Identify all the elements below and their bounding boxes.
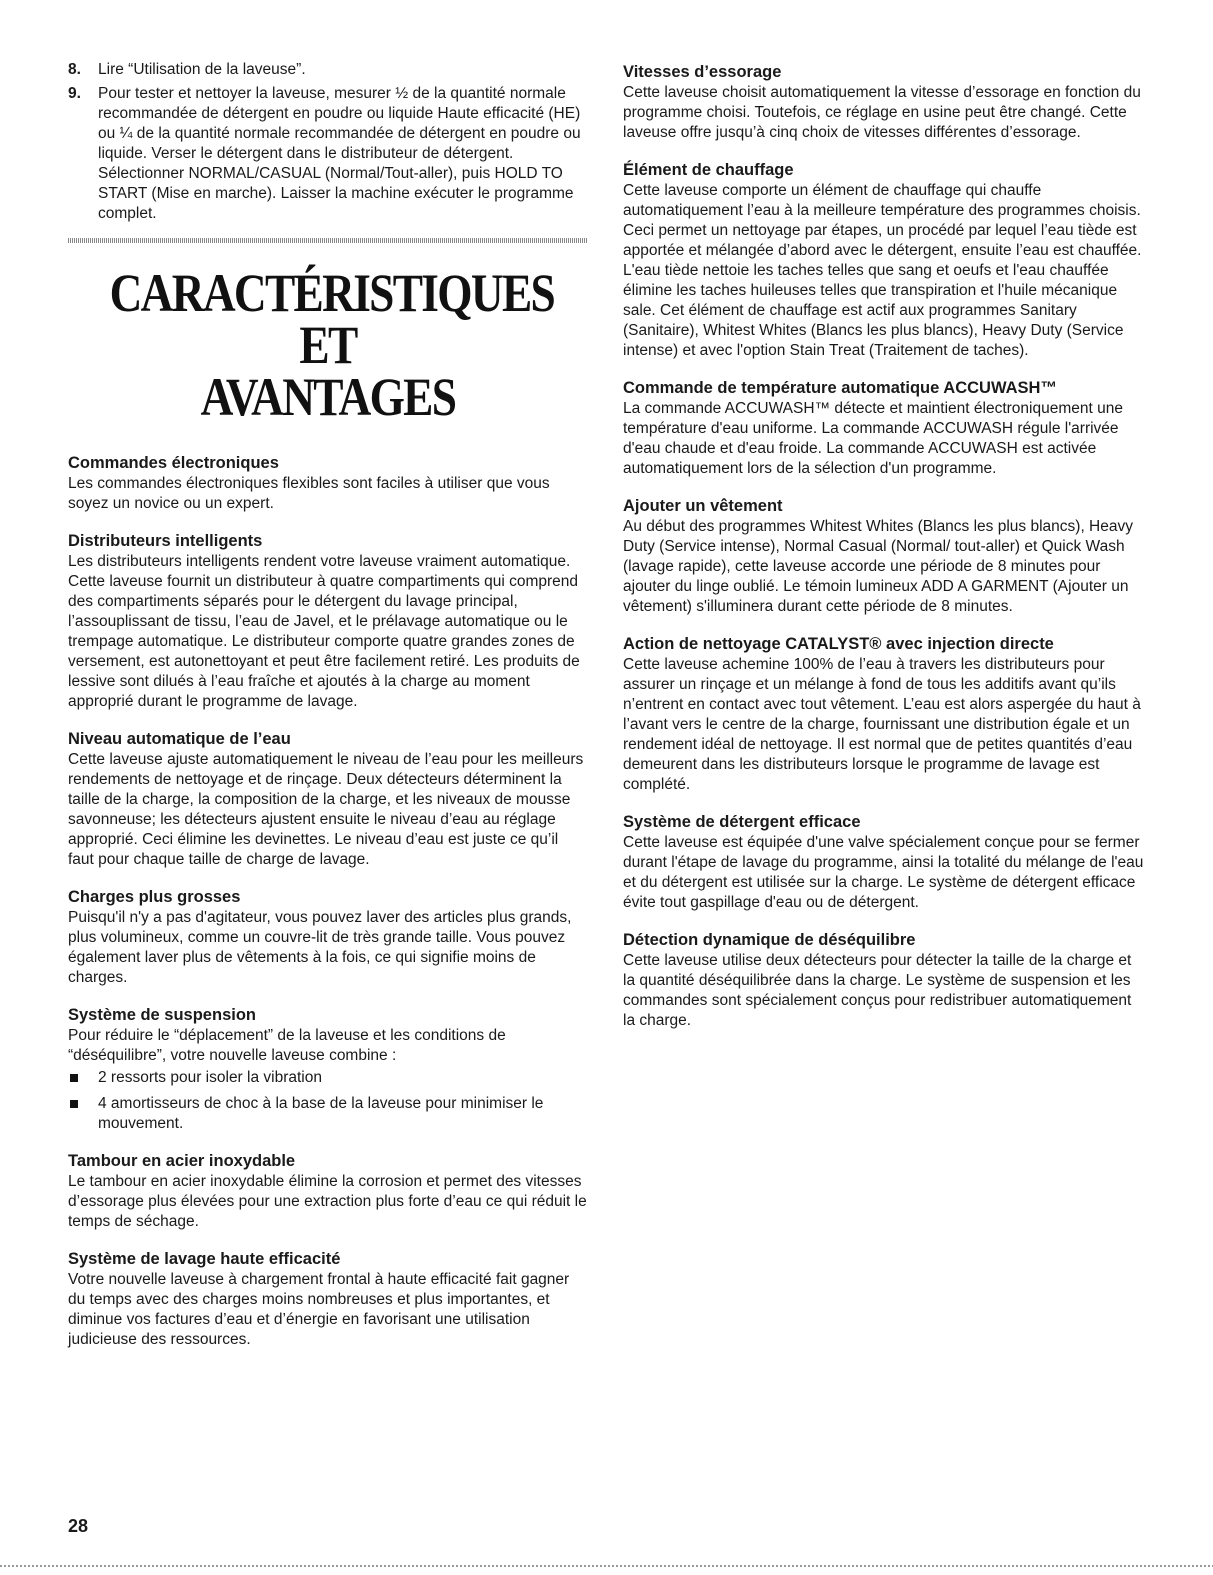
bullet-text: 2 ressorts pour isoler la vibration: [98, 1069, 322, 1086]
section-detergent: [623, 812, 1145, 913]
section-heading: Vitesses d’essorage: [623, 63, 782, 81]
list-item: [68, 1068, 588, 1088]
page-title: [109, 263, 555, 427]
step-item: [68, 84, 588, 224]
bottom-divider: [0, 1565, 1213, 1567]
section-body: Cette laveuse est équipée d'une valve spécialement conçue pour se fermer durant l'étape de lavage du programme, ainsi la totalité du mélange de l'eau et du détergent est utilisée sur la charge. Le système de détergent efficace évite tout gaspillage d'eau ou de détergent.: [623, 834, 1144, 911]
section-lavage-he: [68, 1249, 588, 1350]
section-divider: [68, 238, 588, 243]
section-body: Cette laveuse comporte un élément de chauffage qui chauffe automatiquement l’eau à la meilleure température des programmes choisis. Ceci permet un nettoyage par étapes, un procédé par lequel l’eau tiède est apportée et mélangée d’abord avec le détergent, ensuite l’eau est chauffée. L'eau tiède nettoie les taches telles que sang et oeufs et l'eau chauffée élimine les taches huileuses telles que transpiration et l'huile mécanique sale. Cet élément de chauffage est actif aux programmes Sanitary (Sanitaire), Whitest Whites (Blancs les plus blancs), Heavy Duty (Service intense) et avec l'option Stain Treat (Traitement de taches).: [623, 182, 1142, 359]
section-body: Les distributeurs intelligents rendent votre laveuse vraiment automatique. Cette laveuse fournit un distributeur à quatre compartiments qui comprend des compartiments séparés pour le détergent du lavage principal, l’assouplissant de tissu, l’eau de Javel, et le prélavage automatique ou le trempage automatique. Le distributeur comporte quatre grandes zones de versement, est autonettoyant et peut être facilement retiré. Les produits de lessive sont dilués à l’eau fraîche et ajoutés à la charge au moment approprié durant le programme de lavage.: [68, 553, 580, 710]
section-niveau-eau: [68, 729, 588, 870]
section-heading: Ajouter un vêtement: [623, 497, 783, 515]
instruction-steps: [68, 60, 588, 224]
section-heading: Système de détergent efficace: [623, 813, 861, 831]
bullet-text: 4 amortisseurs de choc à la base de la laveuse pour minimiser le mouvement.: [98, 1095, 544, 1132]
step-text: Pour tester et nettoyer la laveuse, mesurer ½ de la quantité normale recommandée de détergent en poudre ou liquide Haute efficacité (HE) ou ¼ de la quantité normale recommandée de détergent en poudre ou liquide. Verser le détergent dans le distributeur de détergent. Sélectionner NORMAL/CASUAL (Normal/Tout-aller), puis HOLD TO START (Mise en marche). Laisser la machine exécuter le programme complet.: [98, 85, 581, 222]
section-accuwash: [623, 378, 1145, 479]
section-heading: Élément de chauffage: [623, 161, 794, 179]
step-number: 9.: [68, 85, 81, 102]
section-vitesses: [623, 62, 1145, 143]
step-number: 8.: [68, 61, 81, 78]
list-item: [68, 1094, 588, 1134]
step-item: [68, 60, 588, 80]
section-tambour: [68, 1151, 588, 1232]
section-body: Votre nouvelle laveuse à chargement frontal à haute efficacité fait gagner du temps avec des charges moins nombreuses et plus importantes, et diminue vos factures d’eau et d’énergie en favorisant une utilisation judicieuse des ressources.: [68, 1271, 570, 1348]
section-heading: Système de suspension: [68, 1006, 256, 1024]
section-distributeurs: [68, 531, 588, 712]
section-commandes-electroniques: [68, 453, 588, 514]
section-charges: [68, 887, 588, 988]
page-title-line-1: CARACTÉRISTIQUES ET: [109, 263, 555, 375]
section-heading: Niveau automatique de l’eau: [68, 730, 291, 748]
section-desequilibre: [623, 930, 1145, 1031]
section-heading: Distributeurs intelligents: [68, 532, 263, 550]
section-chauffage: [623, 160, 1145, 361]
page-number: 28: [68, 1516, 89, 1536]
section-heading: Commandes électroniques: [68, 454, 279, 472]
section-heading: Système de lavage haute efficacité: [68, 1250, 341, 1268]
section-body: Puisqu'il n'y a pas d'agitateur, vous pouvez laver des articles plus grands, plus volumineux, comme un couvre-lit de très grande taille. Vous pouvez également laver plus de vêtements à la fois, ce qui signifie moins de charges.: [68, 909, 572, 986]
section-body: Les commandes électroniques flexibles sont faciles à utiliser que vous soyez un novice ou un expert.: [68, 475, 550, 512]
section-heading: Charges plus grosses: [68, 888, 241, 906]
section-ajouter-vetement: [623, 496, 1145, 617]
section-heading: Commande de température automatique ACCUWASH™: [623, 379, 1057, 397]
square-bullet-icon: [68, 1068, 98, 1088]
section-body: Pour réduire le “déplacement” de la laveuse et les conditions de “déséquilibre”, votre nouvelle laveuse combine :: [68, 1027, 506, 1064]
right-column: [623, 62, 1145, 1048]
section-body: Le tambour en acier inoxydable élimine la corrosion et permet des vitesses d’essorage plus élevées pour une extraction plus forte d’eau ce qui réduit le temps de séchage.: [68, 1173, 587, 1230]
section-heading: Action de nettoyage CATALYST® avec injection directe: [623, 635, 1054, 653]
section-body: La commande ACCUWASH™ détecte et maintient électroniquement une température d'eau uniforme. La commande ACCUWASH régule l'arrivée d'eau chaude et d'eau froide. La commande ACCUWASH est activée automatiquement lors de la sélection d'un programme.: [623, 400, 1123, 477]
square-bullet-icon: [68, 1094, 98, 1134]
section-catalyst: [623, 634, 1145, 795]
section-body: Cette laveuse achemine 100% de l’eau à travers les distributeurs pour assurer un rinçage et un mélange à fond de tous les additifs avant qu’ils n’entrent en contact avec tout vêtement. L’eau est alors aspergée du haut à l’avant vers le centre de la charge, fournissant une distribution égale et un rendement idéal de nettoyage. Il est normal que de petites quantités d’eau demeurent dans les distributeurs lorsque le programme de lavage est complété.: [623, 656, 1141, 793]
section-heading: Tambour en acier inoxydable: [68, 1152, 296, 1170]
section-body: Cette laveuse utilise deux détecteurs pour détecter la taille de la charge et la quantité déséquilibrée dans la charge. Le système de suspension et les commandes sont spécialement conçus pour redistribuer automatiquement la charge.: [623, 952, 1132, 1029]
bullet-list: [68, 1068, 588, 1134]
left-column: [68, 60, 588, 1367]
section-body: Cette laveuse choisit automatiquement la vitesse d’essorage en fonction du programme choisi. Toutefois, ce réglage en usine peut être changé. Cette laveuse offre jusqu’à cinq choix de vitesses différentes d’essorage.: [623, 84, 1141, 141]
section-heading: Détection dynamique de déséquilibre: [623, 931, 916, 949]
section-body: Au début des programmes Whitest Whites (Blancs les plus blancs), Heavy Duty (Service intense), Normal Casual (Normal/ tout-aller) et Quick Wash (lavage rapide), cette laveuse accorde une période de 8 minutes pour ajouter du linge oublié. Le témoin lumineux ADD A GARMENT (Ajouter un vêtement) s'illuminera durant cette période de 8 minutes.: [623, 518, 1133, 615]
section-suspension: [68, 1005, 588, 1134]
step-text: Lire “Utilisation de la laveuse”.: [98, 61, 306, 78]
page-title-line-2: AVANTAGES: [200, 367, 456, 427]
section-body: Cette laveuse ajuste automatiquement le niveau de l’eau pour les meilleurs rendements de nettoyage et de rinçage. Deux détecteurs déterminent la taille de la charge, la composition de la charge, et les niveaux de mousse savonneuse; les détecteurs ajustent ensuite le niveau d’eau au réglage approprié. Ceci élimine les devinettes. Le niveau d’eau est juste ce qu’il faut pour chaque taille de charge de lavage.: [68, 751, 584, 868]
